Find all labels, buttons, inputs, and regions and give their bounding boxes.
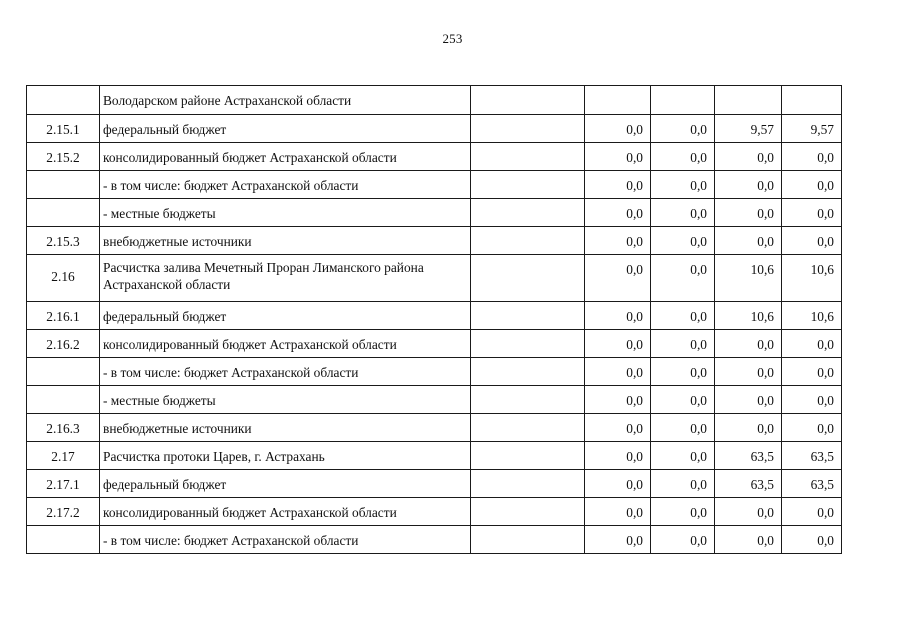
value-cell: 0,0 <box>715 227 782 255</box>
row-name: федеральный бюджет <box>100 302 471 330</box>
row-number <box>27 199 100 227</box>
table-row <box>27 414 842 442</box>
table-row <box>27 358 842 386</box>
row-name: консолидированный бюджет Астраханской области <box>100 143 471 171</box>
table-row <box>27 86 842 115</box>
value-cell: 0,0 <box>585 171 651 199</box>
empty-cell <box>471 358 585 386</box>
row-name: федеральный бюджет <box>100 115 471 143</box>
table-row <box>27 526 842 554</box>
table-row <box>27 199 842 227</box>
row-number <box>27 526 100 554</box>
row-name: - в том числе: бюджет Астраханской области <box>100 358 471 386</box>
empty-cell <box>471 143 585 171</box>
value-cell: 0,0 <box>585 470 651 498</box>
value-cell: 0,0 <box>715 414 782 442</box>
table-row <box>27 302 842 330</box>
value-cell: 0,0 <box>651 302 715 330</box>
table-row <box>27 143 842 171</box>
empty-cell <box>471 115 585 143</box>
row-number <box>27 86 100 115</box>
empty-cell <box>471 199 585 227</box>
empty-cell <box>471 442 585 470</box>
empty-cell <box>471 86 585 115</box>
value-cell: 0,0 <box>585 442 651 470</box>
table-row <box>27 227 842 255</box>
value-cell: 0,0 <box>651 199 715 227</box>
empty-cell <box>471 414 585 442</box>
row-number <box>27 358 100 386</box>
value-cell: 0,0 <box>715 330 782 358</box>
value-cell: 10,6 <box>715 302 782 330</box>
row-number: 2.16 <box>27 255 100 302</box>
table-row <box>27 386 842 414</box>
value-cell: 0,0 <box>782 227 842 255</box>
value-cell: 0,0 <box>585 358 651 386</box>
value-cell: 10,6 <box>715 255 782 302</box>
value-cell: 0,0 <box>651 498 715 526</box>
row-number: 2.15.3 <box>27 227 100 255</box>
value-cell: 0,0 <box>585 199 651 227</box>
row-number: 2.16.3 <box>27 414 100 442</box>
value-cell: 63,5 <box>715 470 782 498</box>
value-cell: 0,0 <box>782 330 842 358</box>
empty-cell <box>471 470 585 498</box>
empty-cell <box>471 227 585 255</box>
value-cell: 0,0 <box>651 330 715 358</box>
empty-cell <box>471 386 585 414</box>
value-cell: 0,0 <box>651 227 715 255</box>
value-cell: 0,0 <box>585 143 651 171</box>
value-cell: 10,6 <box>782 255 842 302</box>
value-cell: 0,0 <box>782 414 842 442</box>
value-cell: 0,0 <box>715 526 782 554</box>
value-cell: 63,5 <box>782 470 842 498</box>
row-number: 2.17.1 <box>27 470 100 498</box>
row-number <box>27 171 100 199</box>
row-name: Расчистка протоки Царев, г. Астрахань <box>100 442 471 470</box>
value-cell: 0,0 <box>585 255 651 302</box>
value-cell: 0,0 <box>585 414 651 442</box>
empty-cell <box>471 171 585 199</box>
table-row <box>27 171 842 199</box>
value-cell <box>651 86 715 115</box>
row-name: федеральный бюджет <box>100 470 471 498</box>
value-cell: 0,0 <box>651 414 715 442</box>
row-name: - местные бюджеты <box>100 199 471 227</box>
value-cell: 0,0 <box>782 143 842 171</box>
value-cell: 0,0 <box>585 330 651 358</box>
table-row <box>27 442 842 470</box>
value-cell: 0,0 <box>585 498 651 526</box>
table-row <box>27 498 842 526</box>
row-name: консолидированный бюджет Астраханской области <box>100 330 471 358</box>
value-cell: 9,57 <box>715 115 782 143</box>
value-cell: 0,0 <box>651 442 715 470</box>
value-cell: 0,0 <box>782 199 842 227</box>
value-cell: 0,0 <box>651 386 715 414</box>
empty-cell <box>471 330 585 358</box>
row-name: Расчистка залива Мечетный Проран Лиманского района Астраханской области <box>100 255 471 302</box>
value-cell: 9,57 <box>782 115 842 143</box>
value-cell: 0,0 <box>715 143 782 171</box>
value-cell: 0,0 <box>585 302 651 330</box>
value-cell: 0,0 <box>782 498 842 526</box>
empty-cell <box>471 498 585 526</box>
row-name: внебюджетные источники <box>100 414 471 442</box>
table-row <box>27 330 842 358</box>
row-number: 2.15.1 <box>27 115 100 143</box>
value-cell: 0,0 <box>715 498 782 526</box>
empty-cell <box>471 302 585 330</box>
table-row <box>27 115 842 143</box>
value-cell: 0,0 <box>585 115 651 143</box>
value-cell: 0,0 <box>651 171 715 199</box>
value-cell: 0,0 <box>715 386 782 414</box>
row-name: консолидированный бюджет Астраханской области <box>100 498 471 526</box>
value-cell: 10,6 <box>782 302 842 330</box>
value-cell: 63,5 <box>782 442 842 470</box>
table-row <box>27 255 842 302</box>
row-number: 2.16.2 <box>27 330 100 358</box>
value-cell: 63,5 <box>715 442 782 470</box>
value-cell <box>585 86 651 115</box>
row-name: внебюджетные источники <box>100 227 471 255</box>
value-cell: 0,0 <box>782 526 842 554</box>
table-row <box>27 470 842 498</box>
row-name: Володарском районе Астраханской области <box>100 86 471 115</box>
row-number: 2.17.2 <box>27 498 100 526</box>
value-cell: 0,0 <box>782 358 842 386</box>
page-number: 253 <box>442 31 463 46</box>
value-cell: 0,0 <box>715 199 782 227</box>
value-cell: 0,0 <box>651 143 715 171</box>
row-number: 2.15.2 <box>27 143 100 171</box>
value-cell: 0,0 <box>651 255 715 302</box>
value-cell: 0,0 <box>782 386 842 414</box>
value-cell: 0,0 <box>585 526 651 554</box>
row-number: 2.16.1 <box>27 302 100 330</box>
value-cell: 0,0 <box>651 526 715 554</box>
value-cell: 0,0 <box>715 171 782 199</box>
value-cell: 0,0 <box>651 115 715 143</box>
empty-cell <box>471 526 585 554</box>
row-name: - в том числе: бюджет Астраханской области <box>100 526 471 554</box>
row-number <box>27 386 100 414</box>
row-number: 2.17 <box>27 442 100 470</box>
budget-table <box>26 85 842 554</box>
row-name: - в том числе: бюджет Астраханской области <box>100 171 471 199</box>
value-cell: 0,0 <box>782 171 842 199</box>
value-cell <box>715 86 782 115</box>
value-cell: 0,0 <box>585 227 651 255</box>
row-name: - местные бюджеты <box>100 386 471 414</box>
value-cell: 0,0 <box>585 386 651 414</box>
value-cell: 0,0 <box>651 470 715 498</box>
empty-cell <box>471 255 585 302</box>
value-cell: 0,0 <box>715 358 782 386</box>
value-cell: 0,0 <box>651 358 715 386</box>
value-cell <box>782 86 842 115</box>
